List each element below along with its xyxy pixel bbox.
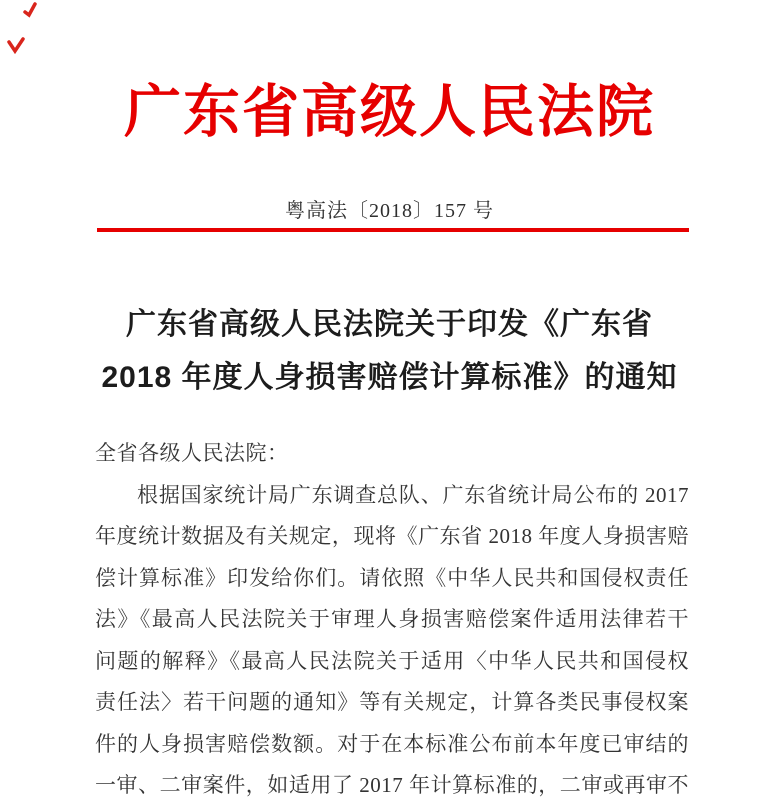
red-divider-rule bbox=[97, 228, 689, 232]
body-line: 件的人身损害赔偿数额。对于在本标准公布前本年度已审结的 bbox=[95, 731, 689, 756]
doc-number: 粤高法〔2018〕157 号 bbox=[285, 200, 494, 222]
salutation-line: 全省各级人民法院： bbox=[95, 441, 289, 465]
notice-title-line1: 广东省高级人民法院关于印发《广东省 bbox=[126, 308, 653, 341]
body-line: 偿计算标准》印发给你们。请依照《中华人民共和国侵权责任 bbox=[95, 565, 689, 590]
body-text-block bbox=[95, 433, 689, 797]
red-scan-mark-icon bbox=[7, 36, 25, 54]
notice-title-line2: 2018 年度人身损害赔偿计算标准》的通知 bbox=[101, 361, 678, 394]
body-line: 法》《最高人民法院关于审理人身损害赔偿案件适用法律若干 bbox=[95, 607, 689, 631]
red-scan-mark-icon bbox=[22, 2, 38, 18]
agency-header-title: 广东省高级人民法院 bbox=[124, 81, 655, 144]
body-line: 问题的解释》《最高人民法院关于适用〈中华人民共和国侵权 bbox=[95, 648, 689, 673]
body-line: 根据国家统计局广东调查总队、广东省统计局公布的 2017 bbox=[137, 482, 689, 507]
body-line: 年度统计数据及有关规定，现将《广东省 2018 年度人身损害赔 bbox=[95, 524, 689, 548]
body-line: 一审、二审案件，如适用了 2017 年计算标准的，二审或再审不 bbox=[95, 773, 689, 797]
body-line: 责任法〉若干问题的通知》等有关规定，计算各类民事侵权案 bbox=[95, 690, 689, 714]
